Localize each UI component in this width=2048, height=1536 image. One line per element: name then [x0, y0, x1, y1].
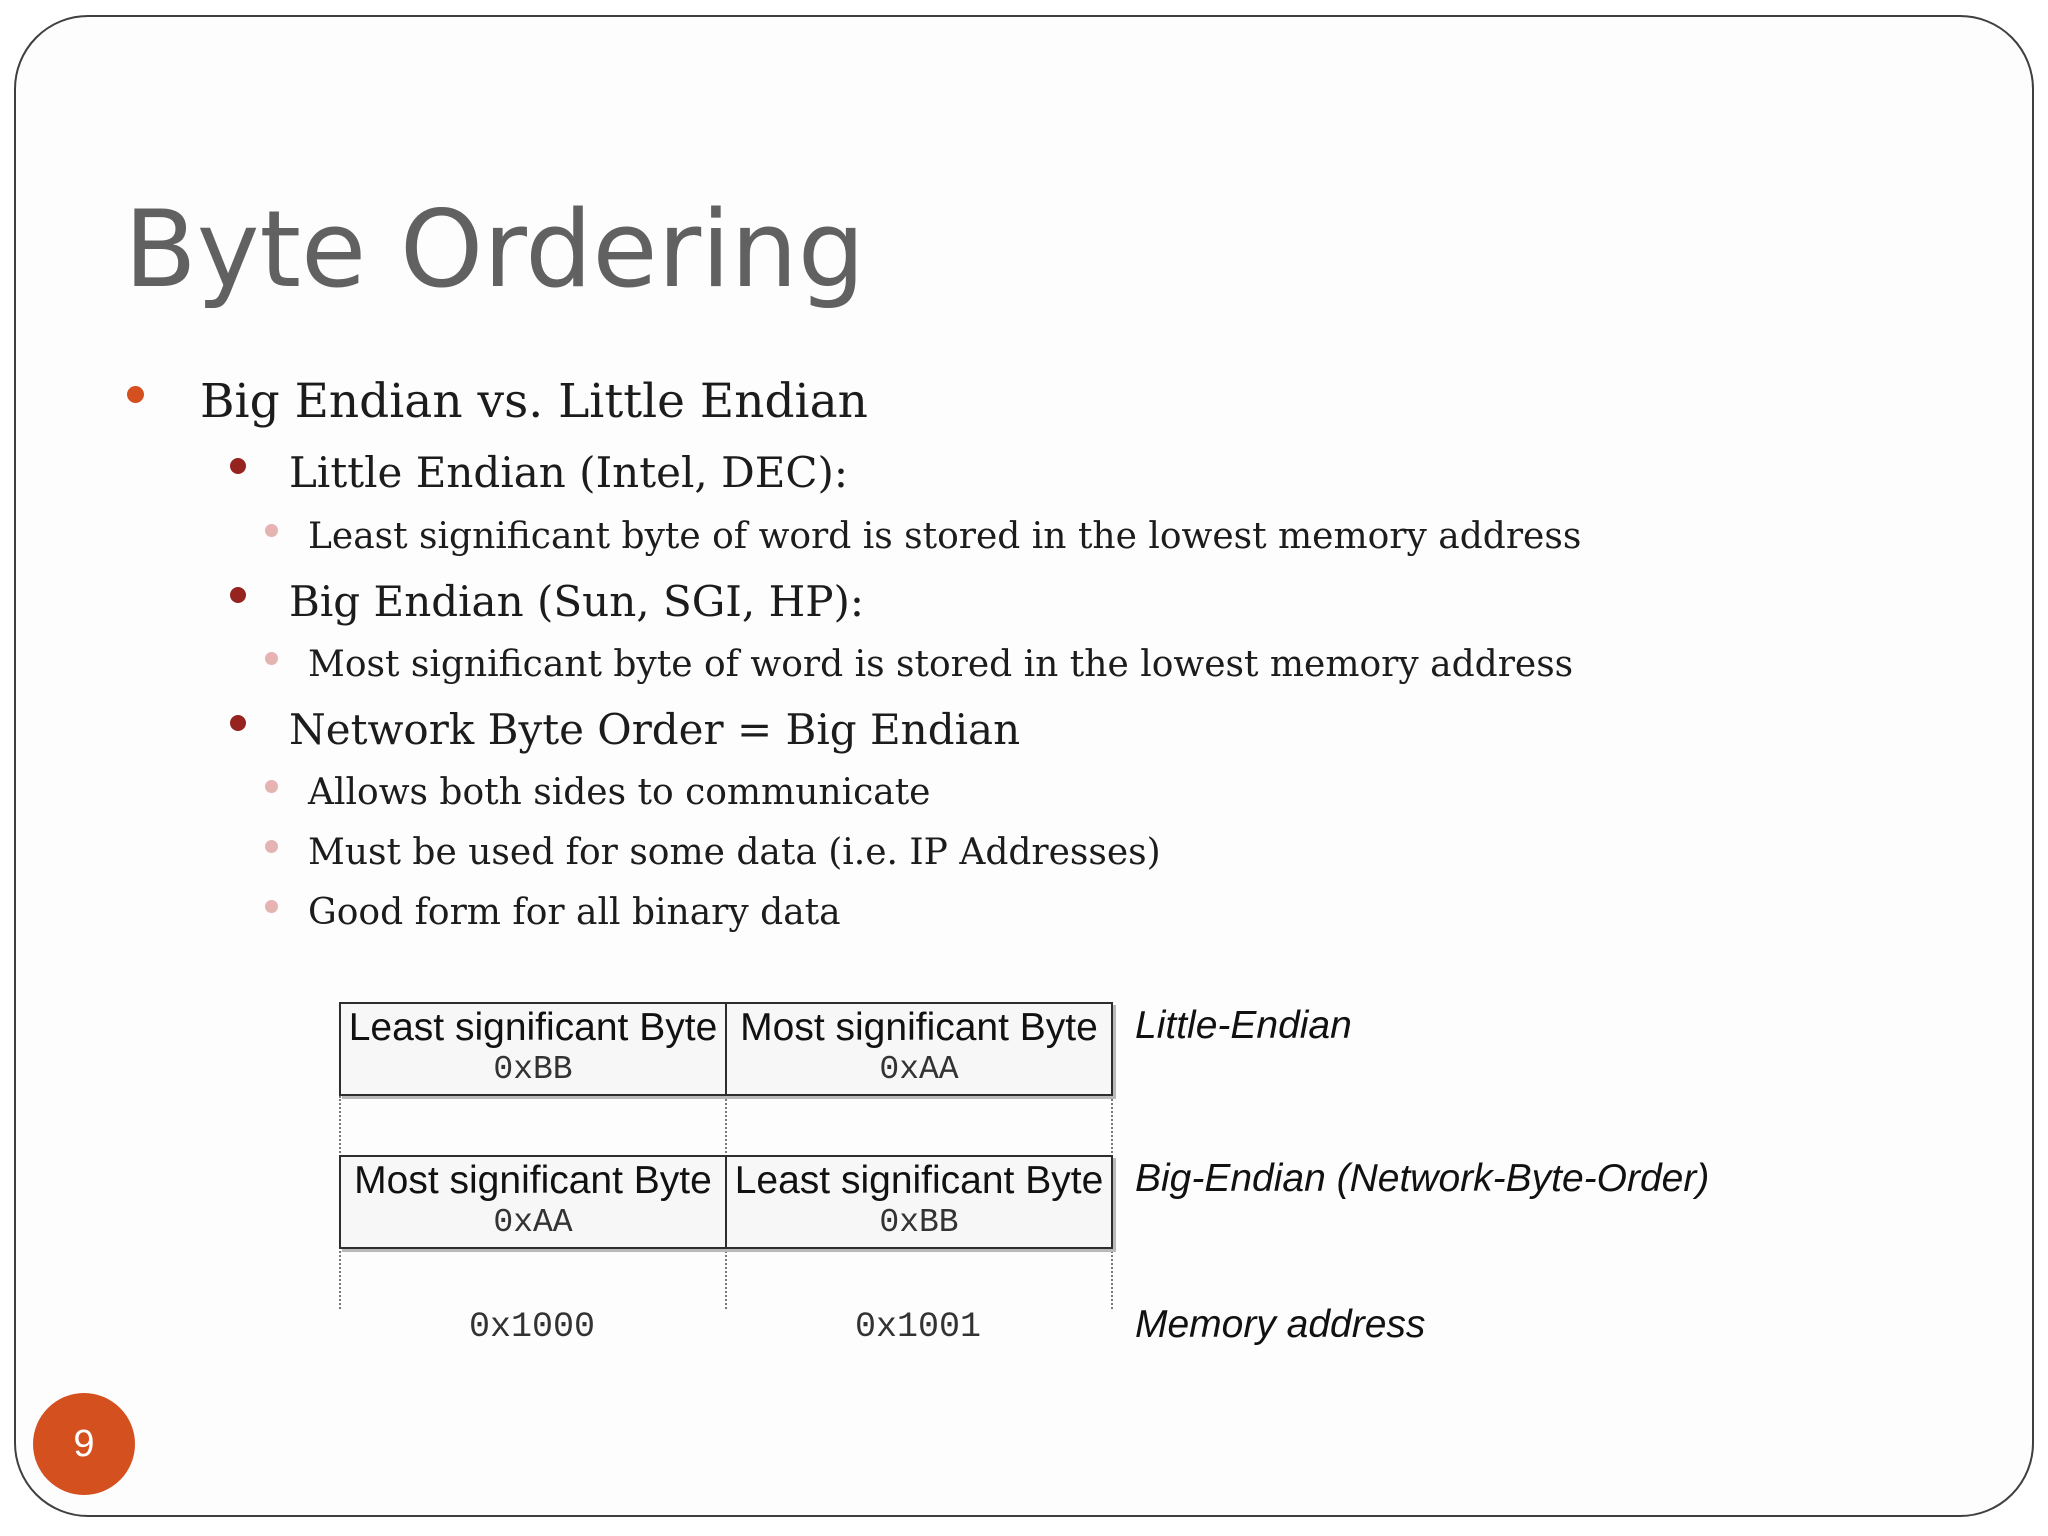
bullet-dot — [127, 386, 144, 403]
bullet-level3 — [308, 516, 1581, 557]
byte-cell-label: Least significant Byte — [348, 1006, 718, 1049]
bullet-level1 — [200, 374, 868, 429]
bullet-text: Least significant byte of word is stored in the lowest memory address — [308, 516, 1582, 557]
little-endian-caption: Little-Endian — [1135, 1004, 1352, 1047]
byte-cell — [725, 1155, 1113, 1249]
memory-address: 0x1000 — [468, 1307, 596, 1347]
bullet-text: Big Endian vs. Little Endian — [200, 374, 868, 429]
memory-address: 0x1001 — [854, 1307, 982, 1347]
bullet-text: Good form for all binary data — [308, 892, 841, 933]
bullet-level3 — [308, 772, 930, 813]
slide-number-badge: 9 — [33, 1393, 135, 1495]
byte-cell-value: 0xBB — [493, 1051, 573, 1088]
bullet-text: Big Endian (Sun, SGI, HP): — [289, 577, 864, 626]
byte-cell-value: 0xAA — [493, 1204, 573, 1241]
bullet-text: Most significant byte of word is stored in the lowest memory address — [308, 644, 1574, 685]
bullet-level2 — [289, 448, 848, 497]
bullet-dot — [230, 715, 246, 731]
bullet-dot — [230, 587, 246, 603]
bullet-text: Allows both sides to communicate — [308, 772, 931, 813]
slide-title: Byte Ordering — [124, 188, 866, 311]
memory-address-caption: Memory address — [1135, 1303, 1426, 1346]
bullet-level3 — [308, 892, 841, 933]
bullet-dot — [265, 780, 278, 793]
bullet-dot — [230, 458, 246, 474]
byte-cell — [339, 1002, 727, 1096]
byte-cell-label: Most significant Byte — [740, 1006, 1098, 1049]
byte-cell-value: 0xAA — [879, 1051, 959, 1088]
bullet-dot — [265, 900, 278, 913]
big-endian-caption: Big-Endian (Network-Byte-Order) — [1135, 1157, 1710, 1200]
bullet-dot — [265, 652, 278, 665]
byte-cell-label: Least significant Byte — [734, 1159, 1104, 1202]
bullet-dot — [265, 524, 278, 537]
bullet-text: Little Endian (Intel, DEC): — [289, 448, 849, 497]
bullet-level2 — [289, 705, 1020, 754]
bullet-level3 — [308, 832, 1161, 873]
bullet-dot — [265, 840, 278, 853]
bullet-level2 — [289, 577, 864, 626]
byte-cell — [339, 1155, 727, 1249]
byte-cell-label: Most significant Byte — [354, 1159, 712, 1202]
bullet-level3 — [308, 644, 1573, 685]
byte-cell — [725, 1002, 1113, 1096]
bullet-text: Must be used for some data (i.e. IP Addresses) — [308, 832, 1161, 873]
byte-cell-value: 0xBB — [879, 1204, 959, 1241]
bullet-text: Network Byte Order = Big Endian — [289, 705, 1021, 754]
